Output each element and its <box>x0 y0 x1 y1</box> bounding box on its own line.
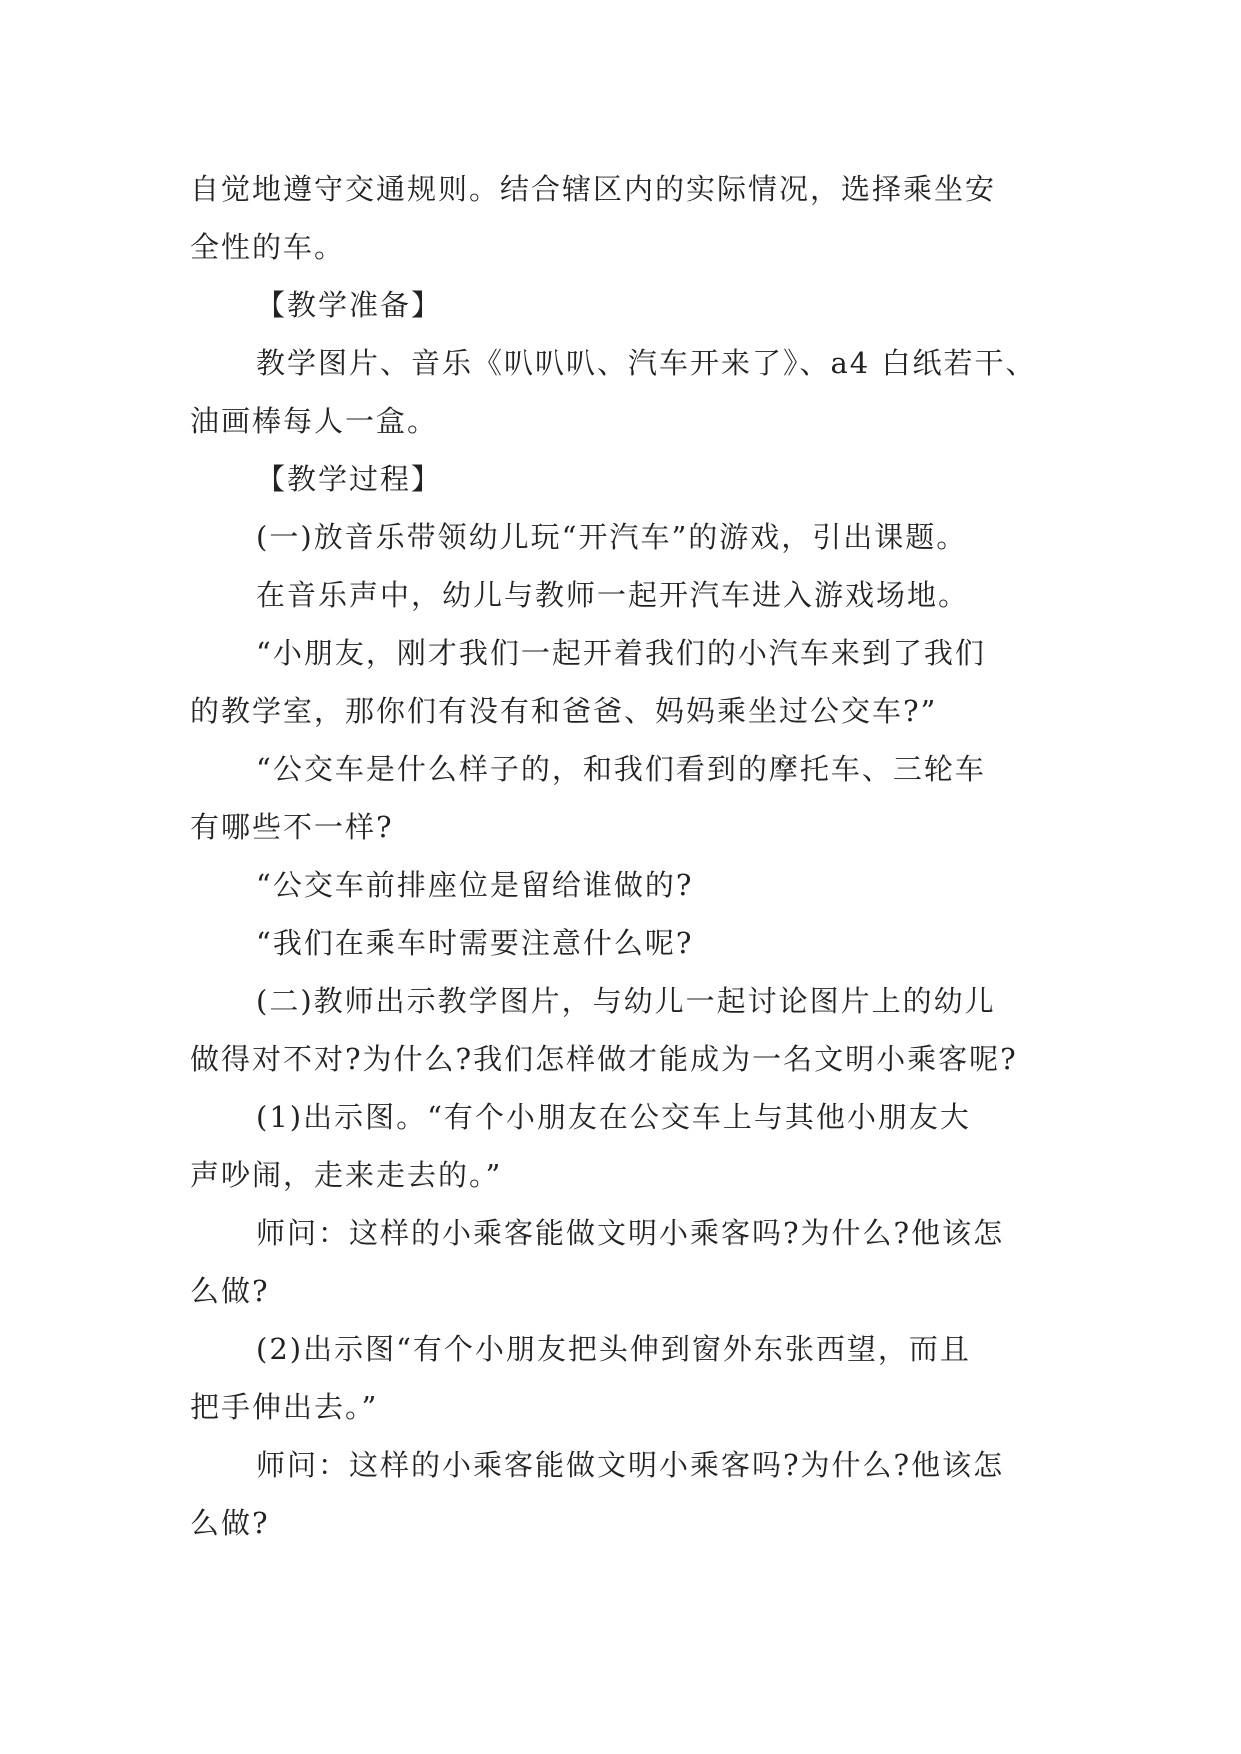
document-body <box>190 160 1050 1552</box>
text-line: 做得对不对?为什么?我们怎样做才能成为一名文明小乘客呢? <box>190 1042 1018 1076</box>
text-line: 教学图片、音乐《叭叭叭、汽车开来了》、a4 白纸若干、 <box>256 346 1037 380</box>
text-line: (2)出示图“有个小朋友把头伸到窗外东张西望，而且 <box>256 1332 971 1366</box>
text-line: (1)出示图。“有个小朋友在公交车上与其他小朋友大 <box>256 1100 971 1134</box>
text-line: 油画棒每人一盒。 <box>190 404 439 438</box>
text-line: (一)放音乐带领幼儿玩“开汽车”的游戏，引出课题。 <box>256 520 968 554</box>
text-line: “小朋友，刚才我们一起开着我们的小汽车来到了我们 <box>256 636 986 670</box>
text-line: “公交车是什么样子的，和我们看到的摩托车、三轮车 <box>256 752 986 786</box>
text-line: 的教学室，那你们有没有和爸爸、妈妈乘坐过公交车?” <box>190 694 938 728</box>
text-line: 自觉地遵守交通规则。结合辖区内的实际情况，选择乘坐安 <box>190 172 997 206</box>
text-line: 师问：这样的小乘客能做文明小乘客吗?为什么?他该怎 <box>256 1448 1005 1482</box>
section-heading: 【教学过程】 <box>256 462 443 496</box>
text-line: 有哪些不一样? <box>190 810 394 844</box>
text-line: 全性的车。 <box>190 230 346 264</box>
text-line: 么做? <box>190 1274 270 1308</box>
text-line: 在音乐声中，幼儿与教师一起开汽车进入游戏场地。 <box>256 578 970 612</box>
text-line: 么做? <box>190 1506 270 1540</box>
text-line: 把手伸出去。” <box>190 1390 379 1424</box>
text-line: 师问：这样的小乘客能做文明小乘客吗?为什么?他该怎 <box>256 1216 1005 1250</box>
section-heading: 【教学准备】 <box>256 288 443 322</box>
text-line: “我们在乘车时需要注意什么呢? <box>256 926 694 960</box>
text-line: 声吵闹，走来走去的。” <box>190 1158 503 1192</box>
text-line: “公交车前排座位是留给谁做的? <box>256 868 694 902</box>
text-line: (二)教师出示教学图片，与幼儿一起讨论图片上的幼儿 <box>256 984 996 1018</box>
